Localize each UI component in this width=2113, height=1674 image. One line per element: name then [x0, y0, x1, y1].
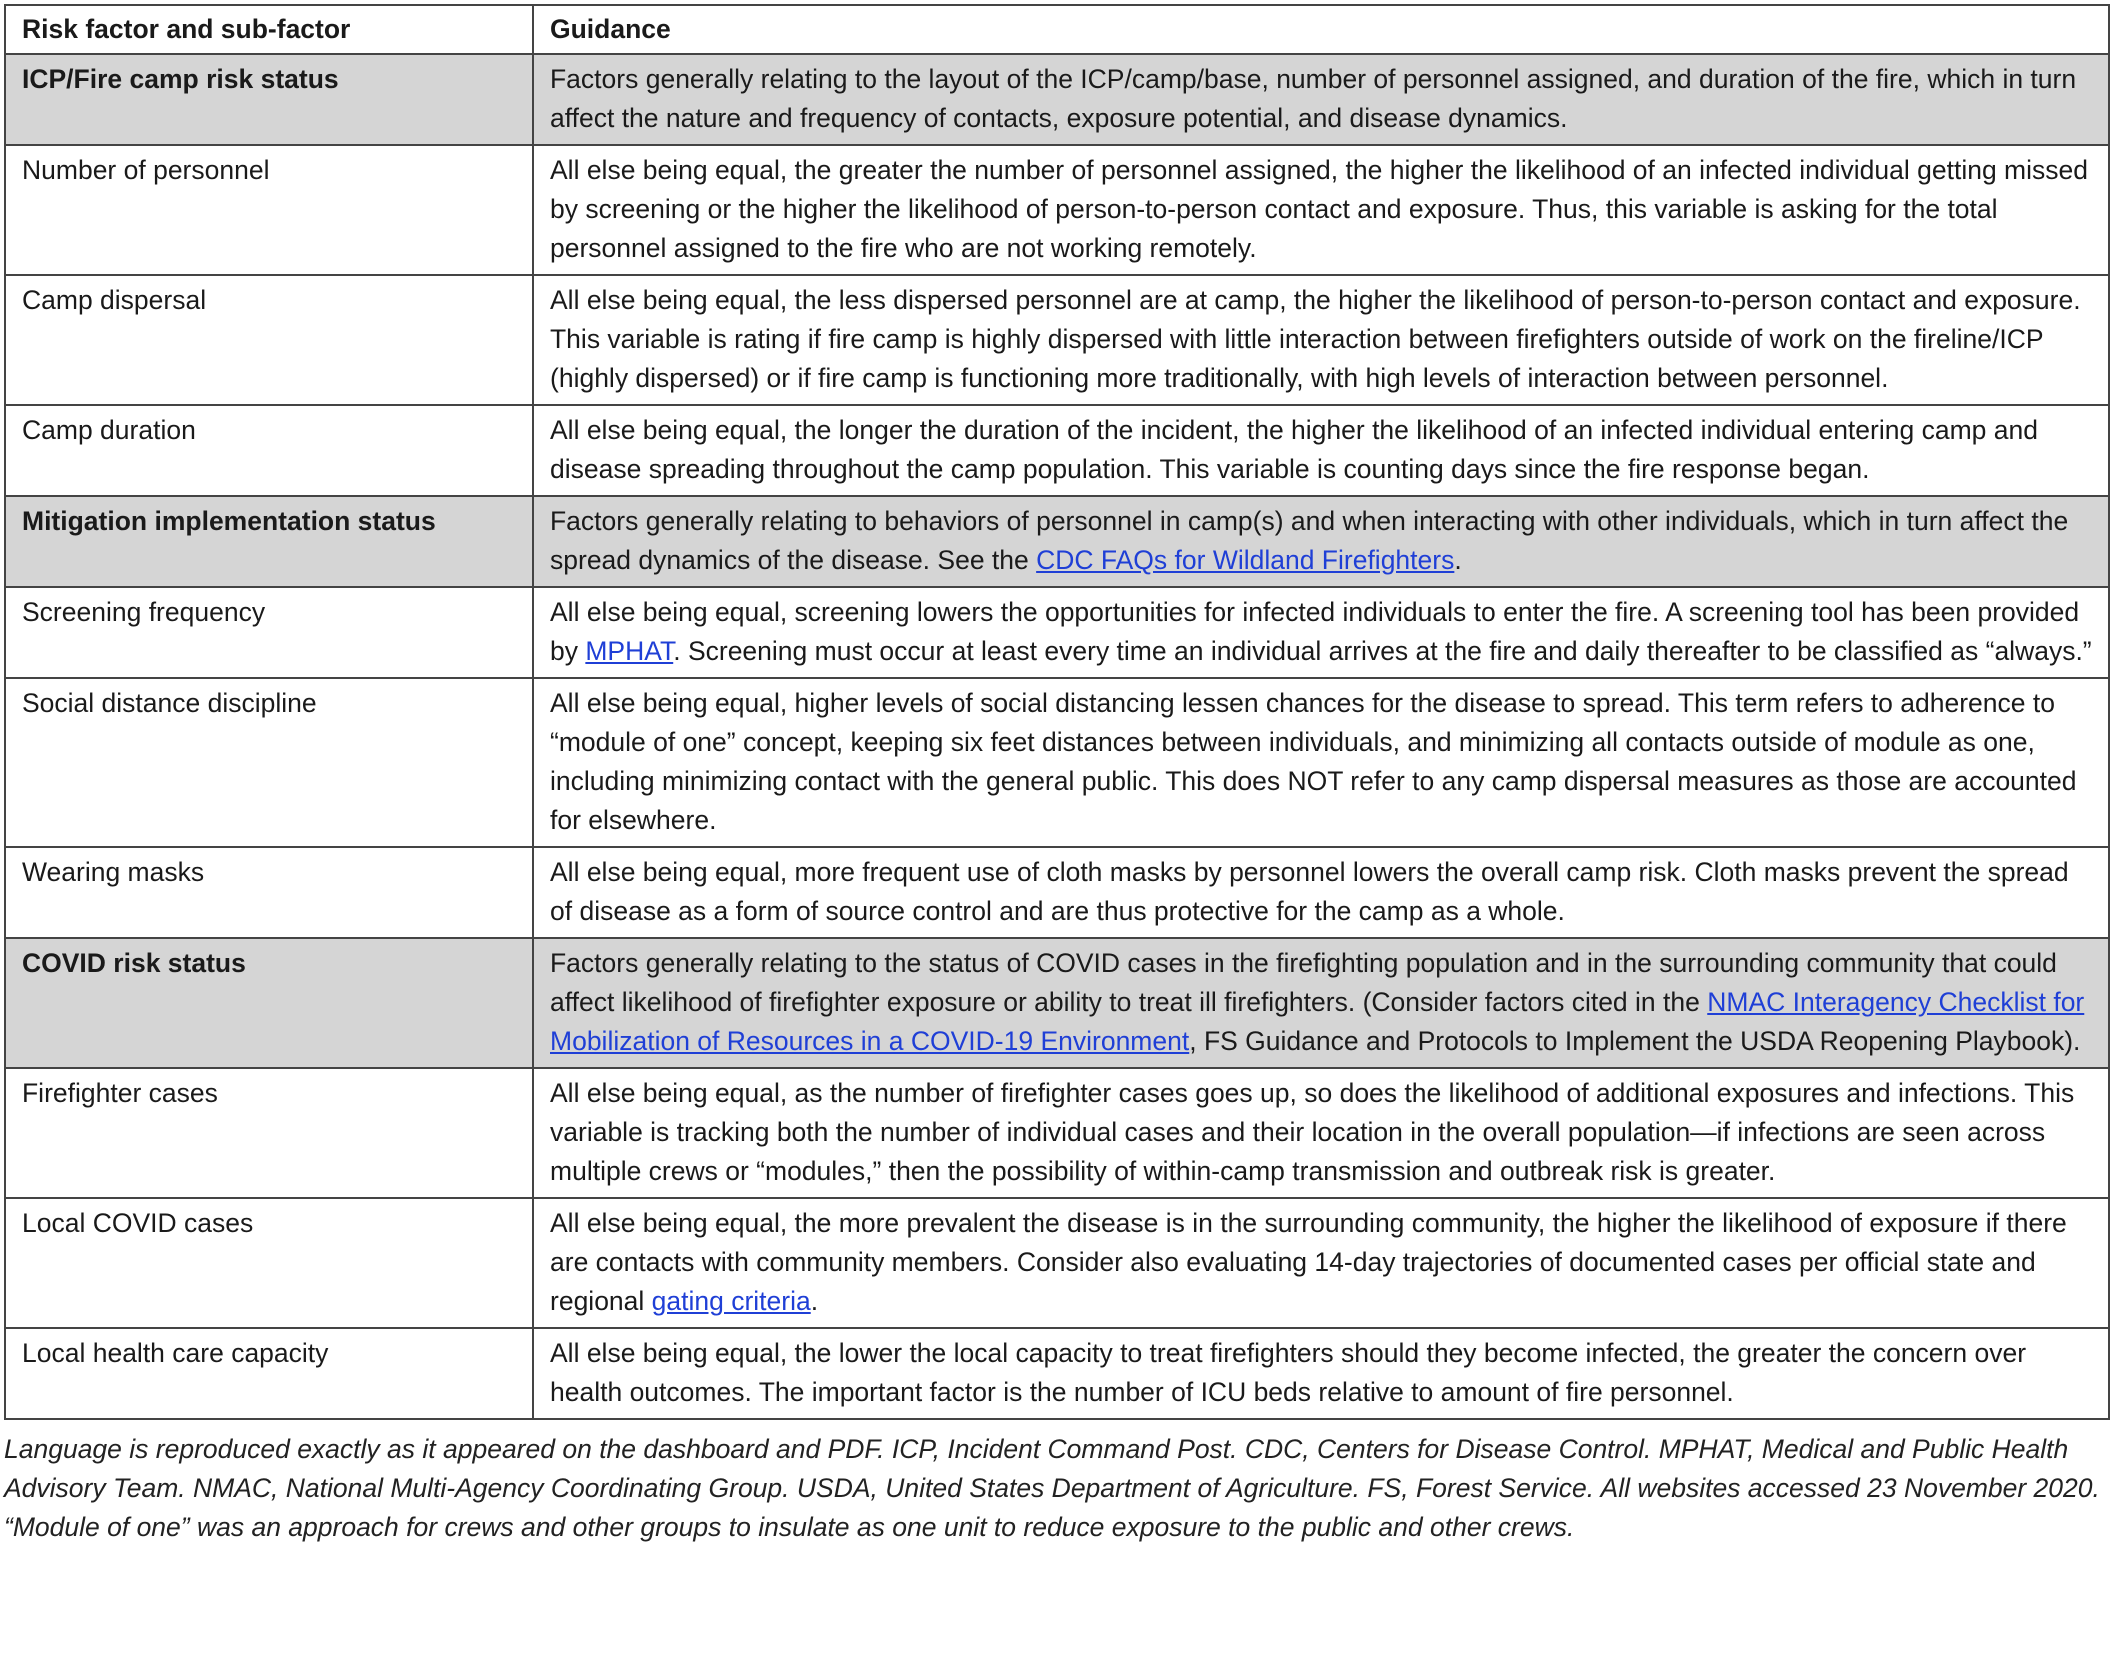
header-risk-factor: Risk factor and sub-factor: [5, 5, 533, 54]
guidance-text: All else being equal, the more prevalent the disease is in the surrounding community, the higher the likelihood of exposure if there are contacts with community members. Consider also evaluating 14-day trajectories of documented cases per official state and regional: [550, 1208, 2067, 1316]
section-title: Mitigation implementation status: [5, 496, 533, 587]
guidance-text: All else being equal, the greater the number of personnel assigned, the higher the likelihood of an infected individual getting missed by screening or the higher the likelihood of person-to-person contact and exposure. Thus, this variable is asking for the total personnel assigned to the fire who are not working remotely.: [550, 155, 2088, 263]
guidance-text: All else being equal, as the number of firefighter cases goes up, so does the likelihood of additional exposures and infections. This variable is tracking both the number of individual cases and their location in the overall population—if infections are seen across multiple crews or “modules,” then the possibility of within-camp transmission and outbreak risk is greater.: [550, 1078, 2075, 1186]
guidance-cell: [533, 275, 2109, 405]
document: [4, 4, 2108, 1547]
guidance-text: Factors generally relating to behaviors of personnel in camp(s) and when interacting with other individuals, which in turn affect the spread dynamics of the disease. See the: [550, 506, 2069, 575]
section-title: ICP/Fire camp risk status: [5, 54, 533, 145]
guidance-cell: [533, 54, 2109, 145]
section-title: COVID risk status: [5, 938, 533, 1068]
guidance-cell: [533, 145, 2109, 275]
guidance-text-tail: .: [810, 1286, 819, 1316]
sub-factor-cell: Camp duration: [5, 405, 533, 496]
guidance-text: Factors generally relating to the status of COVID cases in the firefighting population and in the surrounding community that could affect likelihood of firefighter exposure or ability to treat ill firefighters. (Consider factors cited in the: [550, 948, 2057, 1017]
guidance-cell: [533, 587, 2109, 678]
table-body: [5, 54, 2109, 1419]
sub-factor-cell: Local COVID cases: [5, 1198, 533, 1328]
guidance-text: All else being equal, more frequent use of cloth masks by personnel lowers the overall camp risk. Cloth masks prevent the spread of disease as a form of source control and are thus protective for the camp as a whole.: [550, 857, 2069, 926]
table-header-row: [5, 5, 2109, 54]
sub-factor-cell: Number of personnel: [5, 145, 533, 275]
guidance-link[interactable]: NMAC Interagency Checklist for Mobilization of Resources in a COVID-19 Environment: [550, 987, 2085, 1056]
guidance-cell: [533, 496, 2109, 587]
guidance-cell: [533, 1198, 2109, 1328]
guidance-text: All else being equal, higher levels of social distancing lessen chances for the disease to spread. This term refers to adherence to “module of one” concept, keeping six feet distances between individuals, and minimizing all contacts outside of module as one, including minimizing contact with the general public. This does NOT refer to any camp dispersal measures as those are accounted for elsewhere.: [550, 688, 2077, 835]
table-row: [5, 678, 2109, 847]
guidance-link[interactable]: MPHAT: [585, 636, 674, 666]
sub-factor-cell: Firefighter cases: [5, 1068, 533, 1198]
guidance-cell: [533, 678, 2109, 847]
table-row: [5, 847, 2109, 938]
guidance-text: Factors generally relating to the layout of the ICP/camp/base, number of personnel assigned, and duration of the fire, which in turn affect the nature and frequency of contacts, exposure potential, and disease dynamics.: [550, 64, 2077, 133]
guidance-cell: [533, 1328, 2109, 1419]
guidance-text: All else being equal, screening lowers the opportunities for infected individuals to enter the fire. A screening tool has been provided by: [550, 597, 2080, 666]
guidance-cell: [533, 938, 2109, 1068]
table-row: [5, 587, 2109, 678]
table-row: [5, 1068, 2109, 1198]
sub-factor-cell: Screening frequency: [5, 587, 533, 678]
table-row: [5, 1198, 2109, 1328]
sub-factor-cell: Social distance discipline: [5, 678, 533, 847]
guidance-cell: [533, 1068, 2109, 1198]
guidance-text-tail: . Screening must occur at least every time an individual arrives at the fire and daily thereafter to be classified as “always.”: [673, 636, 2092, 666]
guidance-link[interactable]: CDC FAQs for Wildland Firefighters: [1036, 545, 1455, 575]
sub-factor-cell: Local health care capacity: [5, 1328, 533, 1419]
table-footnote: Language is reproduced exactly as it appeared on the dashboard and PDF. ICP, Incident Command Post. CDC, Centers for Disease Control. MPHAT, Medical and Public Health Advisory Team. NMAC, National Multi-Agency Coordinating Group. USDA, United States Department of Agriculture. FS, Forest Service. All websites accessed 23 November 2020. “Module of one” was an approach for crews and other groups to insulate as one unit to reduce exposure to the public and other crews.: [4, 1434, 2100, 1542]
table-row: [5, 1328, 2109, 1419]
guidance-link[interactable]: gating criteria: [651, 1286, 811, 1316]
section-row: [5, 938, 2109, 1068]
guidance-text: All else being equal, the less dispersed personnel are at camp, the higher the likelihood of person-to-person contact and exposure. This variable is rating if fire camp is highly dispersed with little interaction between firefighters outside of work on the fireline/ICP (highly dispersed) or if fire camp is functioning more traditionally, with high levels of interaction between personnel.: [550, 285, 2081, 393]
sub-factor-cell: Camp dispersal: [5, 275, 533, 405]
section-row: [5, 496, 2109, 587]
guidance-cell: [533, 847, 2109, 938]
table-row: [5, 145, 2109, 275]
section-row: [5, 54, 2109, 145]
guidance-text: All else being equal, the longer the duration of the incident, the higher the likelihood of an infected individual entering camp and disease spreading throughout the camp population. This variable is counting days since the fire response began.: [550, 415, 2038, 484]
guidance-cell: [533, 405, 2109, 496]
table-row: [5, 275, 2109, 405]
header-guidance: Guidance: [533, 5, 2109, 54]
sub-factor-cell: Wearing masks: [5, 847, 533, 938]
risk-factor-table: [4, 4, 2110, 1420]
table-row: [5, 405, 2109, 496]
guidance-text: All else being equal, the lower the local capacity to treat firefighters should they become infected, the greater the concern over health outcomes. The important factor is the number of ICU beds relative to amount of fire personnel.: [550, 1338, 2027, 1407]
guidance-text-tail: , FS Guidance and Protocols to Implement the USDA Reopening Playbook).: [1189, 1026, 2081, 1056]
guidance-text-tail: .: [1454, 545, 1462, 575]
